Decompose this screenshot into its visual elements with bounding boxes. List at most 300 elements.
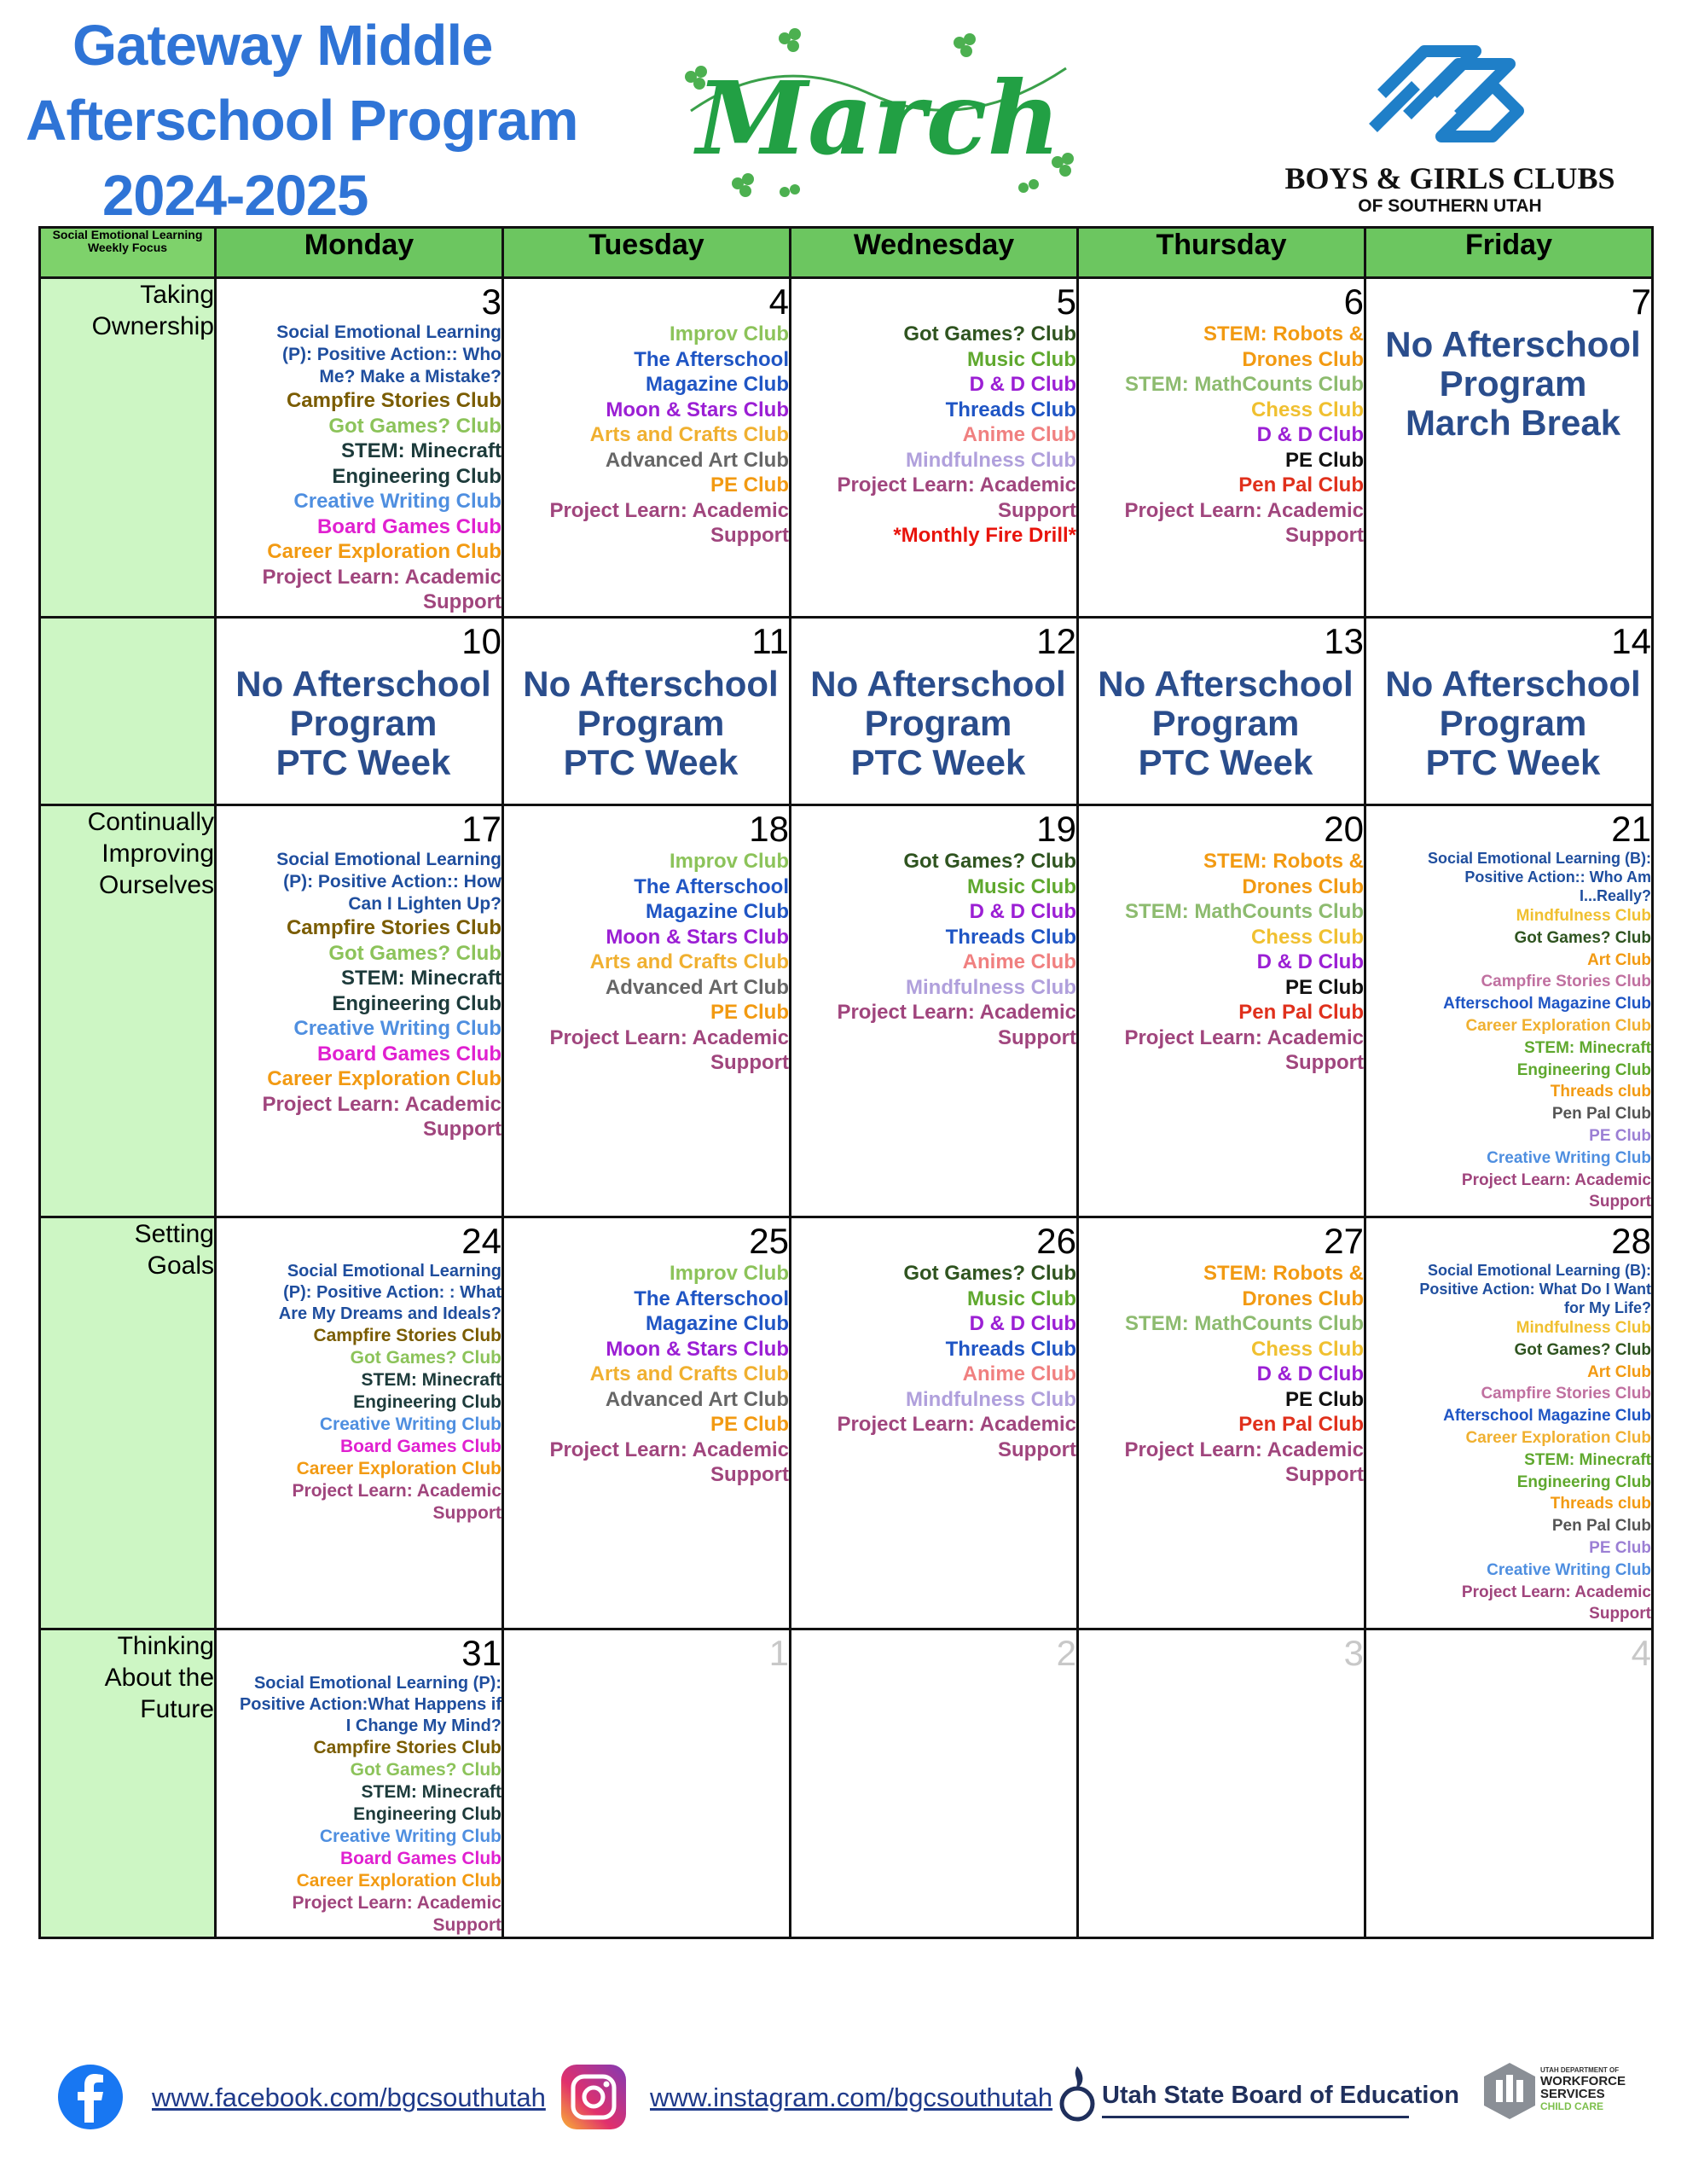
activity-list [1366, 849, 1651, 1213]
date-number: 24 [461, 1221, 501, 1261]
day-header-thursday: Thursday [1078, 228, 1365, 278]
day-cell [1078, 278, 1365, 618]
day-header-monday: Monday [216, 228, 503, 278]
activity-item: Anime Club [962, 423, 1076, 446]
notice-line: Program [289, 703, 438, 743]
activity-item: D & D Club [969, 900, 1076, 923]
weekly-focus-text: Improving [101, 839, 214, 868]
activity-item: Project Learn: Academic [1461, 1170, 1651, 1189]
dws-line-4: CHILD CARE [1540, 2100, 1603, 2112]
sel-topic-line: (P): Positive Action:: Who [281, 345, 501, 364]
notice-line: No Afterschool [1385, 324, 1641, 364]
activity-item: PE Club [1589, 1538, 1651, 1557]
date-number: 19 [1036, 809, 1076, 849]
activity-item: Engineering Club [353, 1804, 501, 1824]
day-cell [503, 618, 791, 805]
activity-item: Creative Writing Club [319, 1414, 501, 1434]
activity-item: Arts and Crafts Club [589, 423, 789, 446]
weekly-focus-text: Continually [87, 808, 214, 836]
activity-item: Moon & Stars Club [606, 398, 789, 421]
date-number: 17 [461, 809, 501, 849]
day-cell [216, 278, 503, 618]
date-number: 4 [768, 282, 789, 322]
activity-item: Board Games Club [339, 1437, 501, 1456]
date-number: 13 [1324, 621, 1364, 661]
date-number: 7 [1631, 282, 1651, 322]
activity-item: Mindfulness Club [1516, 1319, 1651, 1337]
day-cell [791, 618, 1078, 805]
date-number: 21 [1611, 809, 1651, 849]
activity-item: Board Games Club [316, 514, 501, 538]
activity-item: Support [432, 1503, 501, 1523]
notice-line: PTC Week [850, 742, 1026, 782]
usbe-name: Utah State Board of Education [1102, 2082, 1459, 2109]
activity-item: Moon & Stars Club [606, 1337, 789, 1361]
activity-list [217, 1673, 501, 1937]
notice-line: March Break [1405, 403, 1621, 443]
activity-item: Got Games? Club [328, 941, 501, 965]
activity-item: Support [1285, 524, 1364, 547]
sel-topic-line: Social Emotional Learning [276, 850, 501, 869]
activity-item: Music Club [966, 1287, 1076, 1310]
day-cell [1365, 618, 1653, 805]
activity-item: Moon & Stars Club [606, 925, 789, 949]
activity-item: Support [1285, 1463, 1364, 1486]
activity-item: Support [423, 1118, 501, 1141]
title-line-2: Afterschool Program [26, 89, 578, 153]
activity-list [1366, 1261, 1651, 1625]
activity-item: Project Learn: Academic [1124, 1025, 1364, 1049]
day-cell [791, 278, 1078, 618]
sel-topic-line: Positive Action:What Happens if [239, 1695, 501, 1714]
day-cell [1365, 805, 1653, 1217]
activity-list [791, 849, 1076, 1050]
instagram-icon[interactable] [559, 2063, 628, 2131]
activity-item: Career Exploration Club [1465, 1428, 1651, 1447]
date-number: 5 [1056, 282, 1076, 322]
activity-item: Drones Club [1242, 347, 1364, 371]
day-header-friday: Friday [1365, 228, 1653, 278]
activity-list [217, 1261, 501, 1525]
activity-item: Support [710, 524, 789, 547]
day-header-tuesday: Tuesday [503, 228, 791, 278]
activity-item: D & D Club [1256, 950, 1364, 973]
sel-topic-line: Social Emotional Learning (B): [1427, 850, 1651, 867]
activity-item: STEM: Minecraft [340, 439, 501, 462]
footer [0, 2048, 1687, 2150]
activity-item: Campfire Stories Club [1481, 973, 1651, 991]
day-cell [1078, 805, 1365, 1217]
weekly-focus-cell [40, 1629, 216, 1938]
activity-item: STEM: Minecraft [361, 1370, 501, 1390]
activity-item: Campfire Stories Club [286, 389, 501, 412]
activity-item: Magazine Club [645, 900, 789, 923]
sel-topic-line: Social Emotional Learning [287, 1262, 501, 1281]
activity-item: Threads club [1550, 1495, 1651, 1513]
activity-item: STEM: Minecraft [361, 1782, 501, 1802]
activity-item: Support [1589, 1605, 1651, 1623]
activity-item: Creative Writing Club [319, 1827, 501, 1846]
activity-item: Magazine Club [645, 373, 789, 396]
activity-item: Creative Writing Club [1487, 1148, 1651, 1167]
date-number: 31 [461, 1633, 501, 1673]
date-number: 3 [1343, 1633, 1364, 1673]
activity-item: Threads Club [945, 925, 1076, 949]
activity-item: PE Club [710, 1413, 789, 1436]
activity-item: STEM: Robots & [1203, 1262, 1364, 1285]
activity-item: Got Games? Club [350, 1760, 501, 1780]
activity-item: Creative Writing Club [1487, 1560, 1651, 1579]
no-program-notice [1366, 665, 1651, 782]
activity-item: Campfire Stories Club [313, 1738, 501, 1757]
activity-item: Career Exploration Club [267, 540, 501, 563]
activity-item: Campfire Stories Club [1481, 1385, 1651, 1403]
facebook-icon[interactable] [56, 2063, 125, 2131]
activity-item: Project Learn: Academic [837, 473, 1076, 497]
dws-logo [1540, 2066, 1651, 2112]
activity-item: Engineering Club [332, 464, 501, 488]
activity-item: Support [998, 1025, 1076, 1049]
activity-item: The Afterschool [634, 1287, 789, 1310]
activity-item: STEM: Robots & [1203, 322, 1364, 346]
activity-item: Advanced Art Club [605, 448, 789, 472]
notice-line: PTC Week [1425, 742, 1601, 782]
activity-item: Support [432, 1915, 501, 1935]
notice-line: Program [1151, 703, 1300, 743]
activity-item: Career Exploration Club [296, 1871, 501, 1891]
activity-item: Drones Club [1242, 1287, 1364, 1310]
instagram-link[interactable]: www.instagram.com/bgcsouthutah [650, 2082, 1053, 2112]
dws-line-1: UTAH DEPARTMENT OF [1540, 2066, 1620, 2074]
activity-item: Got Games? Club [350, 1348, 501, 1368]
activity-item: *Monthly Fire Drill* [893, 524, 1076, 547]
day-cell [216, 805, 503, 1217]
day-cell [791, 1217, 1078, 1629]
notice-line: Program [1439, 363, 1587, 404]
notice-line: No Afterschool [810, 664, 1066, 704]
activity-item: Anime Club [962, 950, 1076, 973]
no-program-notice [1366, 325, 1651, 443]
sel-topic-line: for My Life? [1564, 1299, 1651, 1316]
week-row [40, 805, 1653, 1217]
activity-item: Project Learn: Academic [262, 565, 501, 589]
activity-item: Chess Club [1250, 398, 1364, 421]
weekly-focus-text: Thinking [117, 1632, 214, 1660]
activity-item: Pen Pal Club [1238, 1413, 1364, 1436]
sel-topic-line: (P): Positive Action:: How [283, 872, 501, 892]
activity-list [504, 1261, 789, 1488]
notice-line: No Afterschool [523, 664, 779, 704]
activity-item: Anime Club [962, 1362, 1076, 1385]
sel-topic-line: Social Emotional Learning (B): [1427, 1262, 1651, 1279]
activity-item: PE Club [1284, 975, 1364, 999]
activity-list [1079, 322, 1364, 549]
activity-item: Project Learn: Academic [1461, 1583, 1651, 1601]
sel-topic-line: Social Emotional Learning (P): [253, 1674, 501, 1693]
activity-item: Threads Club [945, 1337, 1076, 1361]
day-cell [1365, 1217, 1653, 1629]
activity-item: Art Club [1587, 950, 1651, 969]
activity-item: Engineering Club [353, 1392, 501, 1412]
no-program-notice [791, 665, 1076, 782]
activity-item: Creative Writing Club [293, 1017, 501, 1040]
week-row [40, 1629, 1653, 1938]
activity-item: Afterschool Magazine Club [1443, 995, 1651, 1014]
no-program-notice [504, 665, 789, 782]
calendar-grid [38, 226, 1654, 1939]
sel-topic-line: (P): Positive Action: : What [283, 1283, 501, 1302]
activity-item: Support [1285, 1051, 1364, 1074]
activity-item: Campfire Stories Club [313, 1326, 501, 1345]
date-number: 12 [1036, 621, 1076, 661]
activity-list [504, 849, 789, 1076]
activity-item: Magazine Club [645, 1312, 789, 1335]
activity-item: Drones Club [1242, 874, 1364, 898]
activity-list [217, 322, 501, 615]
activity-item: The Afterschool [634, 347, 789, 371]
title-line-1: Gateway Middle [72, 14, 493, 78]
day-cell [503, 1629, 791, 1938]
activity-item: Engineering Club [1516, 1472, 1651, 1491]
date-number: 20 [1324, 809, 1364, 849]
activity-item: D & D Club [969, 1312, 1076, 1335]
activity-item: Project Learn: Academic [1124, 1438, 1364, 1461]
date-number: 10 [461, 621, 501, 661]
activity-item: Music Club [966, 874, 1076, 898]
activity-item: Project Learn: Academic [292, 1481, 501, 1501]
date-number: 11 [751, 621, 789, 661]
activity-item: Career Exploration Club [267, 1067, 501, 1090]
weekly-focus-cell [40, 278, 216, 618]
title-line-3: 2024-2025 [102, 164, 368, 228]
org-logo [1262, 34, 1620, 222]
activity-item: Chess Club [1250, 925, 1364, 949]
activity-item: Improv Club [669, 322, 789, 346]
notice-line: PTC Week [275, 742, 451, 782]
activity-list [791, 322, 1076, 549]
weekly-focus-text: Taking [140, 281, 214, 309]
sel-topic-line: Positive Action: What Do I Want [1419, 1281, 1651, 1298]
day-cell [216, 1217, 503, 1629]
weekly-focus-text: Goals [147, 1252, 214, 1280]
activity-item: Arts and Crafts Club [589, 950, 789, 973]
day-cell [1365, 1629, 1653, 1938]
activity-item: Art Club [1587, 1362, 1651, 1381]
boys-girls-clubs-icon [1262, 34, 1620, 158]
calendar-header-row [40, 228, 1653, 278]
sel-topic-line: Positive Action:: Who Am [1464, 868, 1651, 886]
activity-item: Mindfulness Club [906, 1387, 1076, 1411]
activity-item: PE Club [710, 473, 789, 497]
activity-item: Chess Club [1250, 1337, 1364, 1361]
day-cell [791, 1629, 1078, 1938]
program-title [26, 9, 578, 234]
activity-item: Career Exploration Club [296, 1459, 501, 1478]
activity-item: Mindfulness Club [906, 975, 1076, 999]
date-number: 18 [749, 809, 789, 849]
no-program-notice [217, 665, 501, 782]
dws-line-3: SERVICES [1540, 2087, 1605, 2101]
activity-item: D & D Club [969, 373, 1076, 396]
activity-item: Support [998, 498, 1076, 522]
notice-line: Program [864, 703, 1012, 743]
activity-item: Project Learn: Academic [549, 1025, 789, 1049]
activity-item: Threads Club [945, 398, 1076, 421]
activity-item: STEM: Robots & [1203, 850, 1364, 873]
activity-item: STEM: MathCounts Club [1125, 900, 1364, 923]
activity-item: Support [1589, 1193, 1651, 1211]
day-cell [503, 278, 791, 618]
activity-item: PE Club [1284, 1387, 1364, 1411]
weekly-focus-text: Ourselves [98, 871, 214, 899]
weekly-focus-cell [40, 618, 216, 805]
activity-item: Advanced Art Club [605, 1387, 789, 1411]
activity-item: PE Club [710, 1001, 789, 1024]
activity-item: Got Games? Club [1514, 1340, 1651, 1359]
date-number: 6 [1343, 282, 1364, 322]
day-header-wednesday: Wednesday [791, 228, 1078, 278]
activity-item: Career Exploration Club [1465, 1016, 1651, 1035]
facebook-link[interactable]: www.facebook.com/bgcsouthutah [152, 2082, 546, 2112]
activity-item: Got Games? Club [903, 1262, 1076, 1285]
day-cell [1078, 1217, 1365, 1629]
activity-item: STEM: Minecraft [1524, 1450, 1651, 1469]
activity-item: Board Games Club [339, 1849, 501, 1868]
activity-item: Project Learn: Academic [837, 1001, 1076, 1024]
activity-item: Improv Club [669, 850, 789, 873]
activity-item: Advanced Art Club [605, 975, 789, 999]
activity-item: PE Club [1589, 1126, 1651, 1145]
usbe-underline [1102, 2116, 1409, 2118]
activity-item: Project Learn: Academic [1124, 498, 1364, 522]
notice-line: Program [577, 703, 725, 743]
day-cell [503, 1217, 791, 1629]
notice-line: No Afterschool [235, 664, 491, 704]
activity-item: Music Club [966, 347, 1076, 371]
sel-topic-line: Can I Lighten Up? [348, 894, 501, 914]
activity-item: STEM: Minecraft [1524, 1038, 1651, 1057]
day-cell [503, 805, 791, 1217]
activity-item: Pen Pal Club [1551, 1105, 1651, 1124]
activity-item: PE Club [1284, 448, 1364, 472]
weekly-focus-cell [40, 1217, 216, 1629]
sel-topic-line: Social Emotional Learning [276, 322, 501, 342]
activity-item: Pen Pal Club [1238, 1001, 1364, 1024]
activity-item: Arts and Crafts Club [589, 1362, 789, 1385]
activity-item: STEM: Minecraft [340, 967, 501, 990]
notice-line: PTC Week [563, 742, 739, 782]
date-number: 3 [481, 282, 501, 322]
activity-item: Project Learn: Academic [262, 1092, 501, 1116]
activity-item: Afterschool Magazine Club [1443, 1407, 1651, 1426]
sel-topic-line: I Change My Mind? [345, 1716, 501, 1735]
activity-item: Pen Pal Club [1551, 1517, 1651, 1536]
date-number: 14 [1611, 621, 1651, 661]
day-cell [791, 805, 1078, 1217]
day-cell [1365, 278, 1653, 618]
activity-item: Board Games Club [316, 1042, 501, 1066]
activity-item: Threads club [1550, 1083, 1651, 1101]
activity-item: Support [710, 1463, 789, 1486]
activity-list [1079, 1261, 1364, 1488]
activity-list [1079, 849, 1364, 1076]
activity-item: Got Games? Club [328, 414, 501, 438]
sel-topic-line: Are My Dreams and Ideals? [278, 1304, 501, 1323]
activity-item: Project Learn: Academic [549, 1438, 789, 1461]
activity-item: Improv Club [669, 1262, 789, 1285]
activity-item: Support [710, 1051, 789, 1074]
no-program-notice [1079, 665, 1364, 782]
activity-item: STEM: MathCounts Club [1125, 1312, 1364, 1335]
dws-line-2: WORKFORCE [1540, 2074, 1626, 2088]
activity-item: The Afterschool [634, 874, 789, 898]
day-cell [216, 618, 503, 805]
activity-item: D & D Club [1256, 1362, 1364, 1385]
activity-item: Creative Writing Club [293, 490, 501, 513]
activity-item: STEM: MathCounts Club [1125, 373, 1364, 396]
sel-topic-line: Me? Make a Mistake? [319, 367, 501, 386]
activity-item: Campfire Stories Club [286, 916, 501, 939]
activity-list [791, 1261, 1076, 1462]
notice-line: No Afterschool [1385, 664, 1641, 704]
activity-item: Engineering Club [332, 991, 501, 1015]
day-cell [1078, 1629, 1365, 1938]
activity-list [504, 322, 789, 549]
weekly-focus-cell [40, 805, 216, 1217]
weekly-focus-text: Ownership [91, 312, 214, 340]
date-number: 4 [1631, 1633, 1651, 1673]
activity-item: Support [998, 1438, 1076, 1461]
week-row [40, 618, 1653, 805]
activity-item: Mindfulness Club [906, 448, 1076, 472]
weekly-focus-text: About the [104, 1664, 214, 1692]
activity-item: D & D Club [1256, 423, 1364, 446]
notice-line: Program [1439, 703, 1587, 743]
activity-item: Mindfulness Club [1516, 907, 1651, 925]
activity-item: Project Learn: Academic [549, 498, 789, 522]
month-heading [657, 17, 1100, 222]
day-cell [216, 1629, 503, 1938]
notice-line: PTC Week [1138, 742, 1313, 782]
week-row [40, 278, 1653, 618]
focus-column-header: Social Emotional Learning Weekly Focus [40, 228, 216, 278]
org-name: BOYS & GIRLS CLUBS [1284, 161, 1615, 195]
activity-item: Got Games? Club [903, 322, 1076, 346]
date-number: 27 [1324, 1221, 1364, 1261]
usbe-torch-icon [1056, 2059, 1099, 2128]
date-number: 26 [1036, 1221, 1076, 1261]
date-number: 2 [1056, 1633, 1076, 1673]
weekly-focus-text: Setting [134, 1220, 214, 1248]
date-number: 25 [749, 1221, 789, 1261]
date-number: 28 [1611, 1221, 1651, 1261]
activity-item: Support [423, 590, 501, 613]
day-cell [1078, 618, 1365, 805]
activity-item: Project Learn: Academic [837, 1413, 1076, 1436]
activity-item: Got Games? Club [1514, 928, 1651, 947]
date-number: 1 [768, 1633, 789, 1673]
dws-logo-icon [1482, 2061, 1537, 2121]
activity-item: Project Learn: Academic [292, 1893, 501, 1913]
sel-topic-line: I...Really? [1579, 887, 1651, 904]
activity-item: Engineering Club [1516, 1060, 1651, 1079]
org-region: OF SOUTHERN UTAH [1358, 196, 1542, 216]
activity-item: Got Games? Club [903, 850, 1076, 873]
week-row [40, 1217, 1653, 1629]
notice-line: No Afterschool [1098, 664, 1354, 704]
month-label: March [696, 59, 1061, 177]
activity-list [217, 849, 501, 1142]
